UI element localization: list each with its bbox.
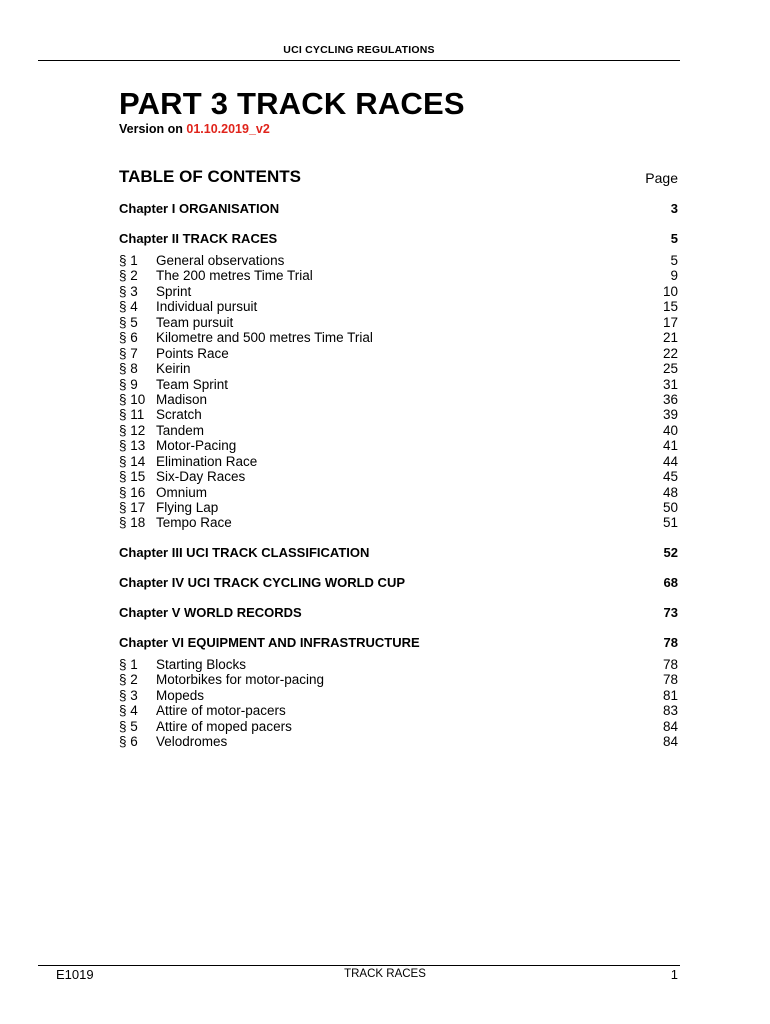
toc-section-page: 84 [662, 718, 678, 734]
toc-chapter-title: Chapter V WORLD RECORDS [119, 604, 302, 620]
toc-section-entry[interactable] [119, 734, 678, 749]
toc-section-number: § 5 [119, 314, 138, 330]
toc-section-page: 5 [670, 253, 678, 268]
toc-section-page: 15 [662, 299, 678, 315]
toc-section-number: § 16 [119, 484, 146, 500]
toc-section-number: § 1 [119, 253, 138, 268]
toc-section-number: § 18 [119, 515, 146, 531]
footer-document-code: E1019 [56, 967, 94, 982]
toc-section-number: § 8 [119, 361, 138, 377]
toc-section-number: § 14 [119, 453, 146, 469]
toc-section-page: 78 [662, 656, 678, 672]
toc-chapter-page: 5 [670, 231, 678, 246]
toc-section-page: 21 [662, 330, 678, 346]
toc-section-page: 17 [662, 314, 678, 330]
toc-section-page: 10 [662, 283, 678, 299]
toc-section-number: § 17 [119, 500, 146, 515]
toc-section-number: § 5 [119, 718, 138, 734]
toc-section-page: 39 [662, 407, 678, 423]
toc-chapter-page: 3 [670, 201, 678, 216]
toc-section-page: 81 [662, 687, 678, 703]
toc-chapter-title: Chapter IV UCI TRACK CYCLING WORLD CUP [119, 574, 405, 590]
toc-section-number: § 12 [119, 422, 146, 438]
toc-section-title: Madison [156, 391, 208, 407]
toc-section-page: 36 [662, 391, 678, 407]
toc-section-number: § 7 [119, 345, 138, 361]
document-title: PART 3 TRACK RACES [119, 86, 465, 121]
toc-chapter-entry[interactable] [119, 200, 678, 217]
toc-section-number: § 9 [119, 376, 138, 392]
running-header: UCI CYCLING REGULATIONS [283, 44, 435, 56]
toc-chapter-title: Chapter II TRACK RACES [119, 231, 278, 246]
toc-section-page: 83 [662, 703, 678, 719]
toc-section-title: The 200 metres Time Trial [156, 268, 313, 284]
toc-section-number: § 11 [119, 407, 145, 423]
version-line [119, 122, 270, 136]
toc-section-number: § 3 [119, 283, 138, 299]
footer-section-title: TRACK RACES [344, 968, 426, 980]
toc-section-title: Tandem [156, 422, 205, 438]
toc-heading: TABLE OF CONTENTS [119, 167, 301, 186]
toc-section-page: 41 [662, 438, 678, 454]
toc-chapter-title: Chapter III UCI TRACK CLASSIFICATION [119, 544, 370, 560]
toc-section-page: 50 [662, 500, 678, 515]
toc-section-number: § 6 [119, 330, 138, 346]
toc-chapter-title: Chapter I ORGANISATION [119, 201, 280, 216]
toc-section-title: Team pursuit [156, 314, 234, 330]
toc-section-title: Kilometre and 500 metres Time Trial [156, 330, 373, 346]
toc-section-title: Team Sprint [156, 376, 229, 392]
toc-section-page: 45 [662, 469, 678, 485]
toc-section-entry[interactable] [119, 268, 678, 283]
toc-section-entry[interactable] [119, 469, 678, 484]
toc-chapter-page: 52 [663, 544, 678, 560]
toc-section-page: 48 [662, 484, 678, 500]
toc-section-number: § 13 [119, 438, 146, 454]
toc-section-page: 31 [662, 376, 678, 392]
toc-section-entry[interactable] [119, 361, 678, 376]
toc-section-entry[interactable] [119, 703, 678, 718]
toc-section-title: Attire of motor-pacers [156, 703, 286, 719]
toc-section-title: Flying Lap [156, 500, 219, 515]
toc-section-entry[interactable] [119, 454, 678, 469]
toc-section-number: § 6 [119, 734, 138, 750]
toc-section-number: § 2 [119, 268, 138, 284]
toc-section-number: § 15 [119, 469, 146, 485]
toc-section-entry[interactable] [119, 253, 678, 268]
toc-section-entry[interactable] [119, 438, 678, 453]
toc-section-title: Motorbikes for motor-pacing [156, 672, 325, 688]
toc-section-title: Starting Blocks [156, 656, 247, 672]
toc-chapter-entry[interactable] [119, 544, 678, 561]
version-date: 01.10.2019_v2 [186, 122, 270, 136]
toc-section-list [119, 253, 678, 531]
toc-page-column-label: Page [645, 170, 678, 186]
toc-chapter-entry[interactable] [119, 230, 678, 247]
toc-section-entry[interactable] [119, 688, 678, 703]
toc-section-title: Scratch [156, 407, 202, 423]
toc-chapter-title: Chapter VI EQUIPMENT AND INFRASTRUCTURE [119, 634, 420, 650]
toc-section-page: 25 [662, 361, 678, 377]
toc-section-title: Elimination Race [156, 453, 258, 469]
toc-section-page: 78 [662, 672, 678, 688]
toc-section-page: 51 [662, 515, 678, 531]
toc-section-entry[interactable] [119, 330, 678, 345]
toc-section-entry[interactable] [119, 515, 678, 530]
toc-chapter-entry[interactable] [119, 634, 678, 651]
version-label: Version on [119, 122, 183, 136]
toc-chapter-page: 68 [663, 574, 678, 590]
toc-section-number: § 3 [119, 687, 138, 703]
toc-section-title: Keirin [156, 361, 191, 377]
toc-section-page: 22 [662, 345, 678, 361]
toc-section-entry[interactable] [119, 485, 678, 500]
toc-section-number: § 1 [119, 656, 138, 672]
toc-section-title: Motor-Pacing [156, 438, 237, 454]
toc-section-number: § 4 [119, 299, 138, 315]
header-divider [38, 60, 680, 61]
toc-section-entry[interactable] [119, 407, 678, 422]
toc-section-title: Points Race [156, 345, 229, 361]
toc-section-entry[interactable] [119, 315, 678, 330]
toc-section-entry[interactable] [119, 500, 678, 515]
toc-section-entry[interactable] [119, 284, 678, 299]
toc-section-entry[interactable] [119, 377, 678, 392]
toc-section-number: § 2 [119, 672, 138, 688]
toc-section-entry[interactable] [119, 719, 678, 734]
toc-chapter-entry[interactable] [119, 574, 678, 591]
footer-divider [38, 965, 680, 966]
toc-section-number: § 10 [119, 391, 146, 407]
toc-section-list [119, 657, 678, 750]
toc-section-entry[interactable] [119, 346, 678, 361]
toc-section-title: Velodromes [156, 734, 228, 750]
toc-section-title: General observations [156, 253, 285, 268]
footer-page-number: 1 [670, 967, 678, 982]
toc-section-page: 40 [662, 422, 678, 438]
toc-section-entry[interactable] [119, 392, 678, 407]
toc-section-entry[interactable] [119, 423, 678, 438]
toc-section-entry[interactable] [119, 299, 678, 314]
table-of-contents [119, 200, 678, 750]
toc-section-title: Mopeds [156, 687, 205, 703]
toc-section-title: Tempo Race [156, 515, 232, 531]
toc-section-page: 84 [662, 734, 678, 750]
toc-section-title: Omnium [156, 484, 208, 500]
toc-section-title: Six-Day Races [156, 469, 246, 485]
toc-chapter-page: 73 [663, 604, 678, 620]
toc-chapter-page: 78 [663, 634, 678, 650]
toc-section-title: Sprint [156, 283, 192, 299]
toc-section-title: Attire of moped pacers [156, 718, 292, 734]
toc-section-number: § 4 [119, 703, 138, 719]
toc-chapter-entry[interactable] [119, 604, 678, 621]
toc-section-page: 44 [662, 453, 678, 469]
toc-section-entry[interactable] [119, 657, 678, 672]
toc-section-title: Individual pursuit [156, 299, 258, 315]
toc-section-entry[interactable] [119, 672, 678, 687]
toc-section-page: 9 [670, 268, 678, 284]
